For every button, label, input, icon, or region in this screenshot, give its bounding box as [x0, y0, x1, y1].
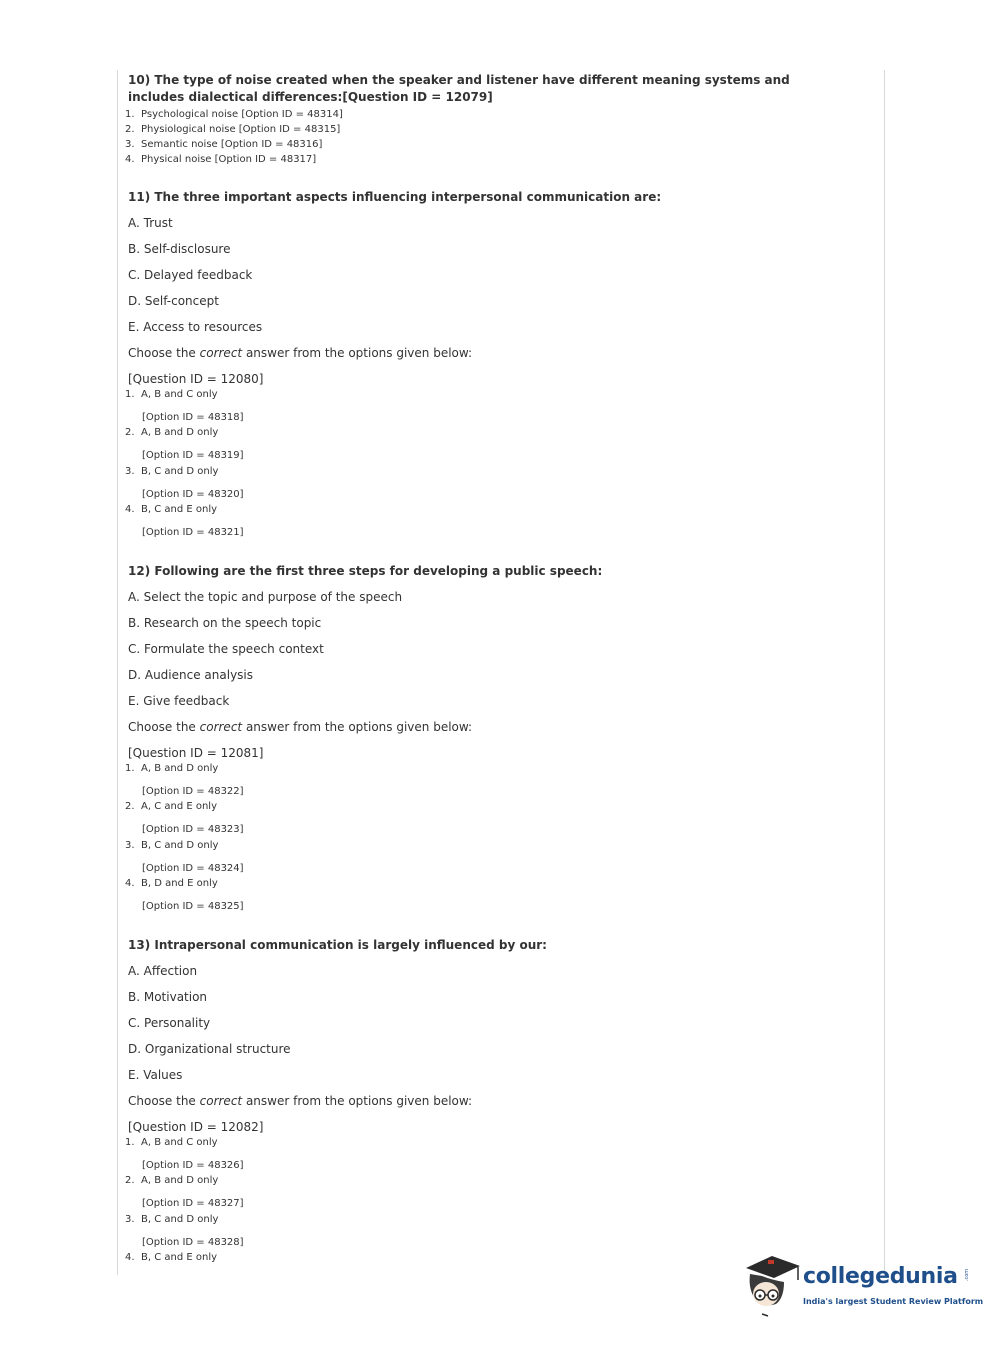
q11-option-1-id: [Option ID = 48318] — [142, 412, 244, 423]
q11-item-e: E. Access to resources — [128, 320, 263, 334]
q11-option-3-id: [Option ID = 48320] — [142, 489, 244, 500]
q11-item-c: C. Delayed feedback — [128, 268, 253, 282]
q11-option-4-id: [Option ID = 48321] — [142, 527, 244, 538]
q12-item-a: A. Select the topic and purpose of the speech — [128, 590, 403, 604]
q12-option-4[interactable]: 4. B, D and E only — [125, 878, 218, 889]
question-11-title: 11) The three important aspects influencing interpersonal communication are: — [128, 190, 662, 204]
question-12-title: 12) Following are the first three steps for developing a public speech: — [128, 564, 603, 578]
q11-option-1[interactable]: 1. A, B and C only — [125, 389, 218, 400]
q11-item-d: D. Self-concept — [128, 294, 219, 308]
q11-option-2-id: [Option ID = 48319] — [142, 450, 244, 461]
q13-option-4[interactable]: 4. B, C and E only — [125, 1252, 218, 1263]
q12-item-b: B. Research on the speech topic — [128, 616, 322, 630]
q13-question-id: [Question ID = 12082] — [128, 1120, 264, 1134]
q13-item-a: A. Affection — [128, 964, 198, 978]
q13-item-c: C. Personality — [128, 1016, 211, 1030]
q12-item-d: D. Audience analysis — [128, 668, 254, 682]
q13-item-d: D. Organizational structure — [128, 1042, 291, 1056]
q11-option-2[interactable]: 2. A, B and D only — [125, 427, 219, 438]
q10-option-1[interactable]: 1. Psychological noise [Option ID = 48314] — [125, 109, 343, 120]
q12-instruction: Choose the correct answer from the options given below: — [128, 720, 473, 734]
q11-option-4[interactable]: 4. B, C and E only — [125, 504, 218, 515]
q12-item-e: E. Give feedback — [128, 694, 230, 708]
q11-item-a: A. Trust — [128, 216, 173, 230]
question-10-title: 10) The type of noise created when the speaker and listener have different meaning systems and includes dialectical differences:[Question ID = 12079] — [128, 73, 790, 104]
q12-option-3[interactable]: 3. B, C and D only — [125, 840, 219, 851]
q12-question-id: [Question ID = 12081] — [128, 746, 264, 760]
q11-option-3[interactable]: 3. B, C and D only — [125, 466, 219, 477]
q11-item-b: B. Self-disclosure — [128, 242, 231, 256]
q12-item-c: C. Formulate the speech context — [128, 642, 324, 656]
q12-option-3-id: [Option ID = 48324] — [142, 863, 244, 874]
collegedunia-logo-text[interactable]: collegedunia — [803, 1264, 958, 1289]
collegedunia-mascot-icon — [742, 1250, 804, 1322]
q12-option-1[interactable]: 1. A, B and D only — [125, 763, 219, 774]
q11-question-id: [Question ID = 12080] — [128, 372, 264, 386]
q12-option-2[interactable]: 2. A, C and E only — [125, 801, 218, 812]
q12-option-2-id: [Option ID = 48323] — [142, 824, 244, 835]
q13-option-1-id: [Option ID = 48326] — [142, 1160, 244, 1171]
q10-option-2[interactable]: 2. Physiological noise [Option ID = 48315] — [125, 124, 341, 135]
q13-option-3[interactable]: 3. B, C and D only — [125, 1214, 219, 1225]
q13-item-b: B. Motivation — [128, 990, 208, 1004]
q10-option-4[interactable]: 4. Physical noise [Option ID = 48317] — [125, 154, 317, 165]
q12-option-4-id: [Option ID = 48325] — [142, 901, 244, 912]
q10-option-3[interactable]: 3. Semantic noise [Option ID = 48316] — [125, 139, 323, 150]
q13-instruction: Choose the correct answer from the options given below: — [128, 1094, 473, 1108]
q13-option-2[interactable]: 2. A, B and D only — [125, 1175, 219, 1186]
q12-option-1-id: [Option ID = 48322] — [142, 786, 244, 797]
page-border-right — [884, 70, 885, 1275]
q13-item-e: E. Values — [128, 1068, 183, 1082]
q13-option-3-id: [Option ID = 48328] — [142, 1237, 244, 1248]
question-13-title: 13) Intrapersonal communication is largely influenced by our: — [128, 938, 547, 952]
q13-option-1[interactable]: 1. A, B and C only — [125, 1137, 218, 1148]
q11-instruction: Choose the correct answer from the options given below: — [128, 346, 473, 360]
logo-com-suffix: .com — [964, 1268, 971, 1282]
page-border-left — [117, 70, 118, 1275]
logo-tagline: India's largest Student Review Platform — [803, 1297, 984, 1306]
q13-option-2-id: [Option ID = 48327] — [142, 1198, 244, 1209]
